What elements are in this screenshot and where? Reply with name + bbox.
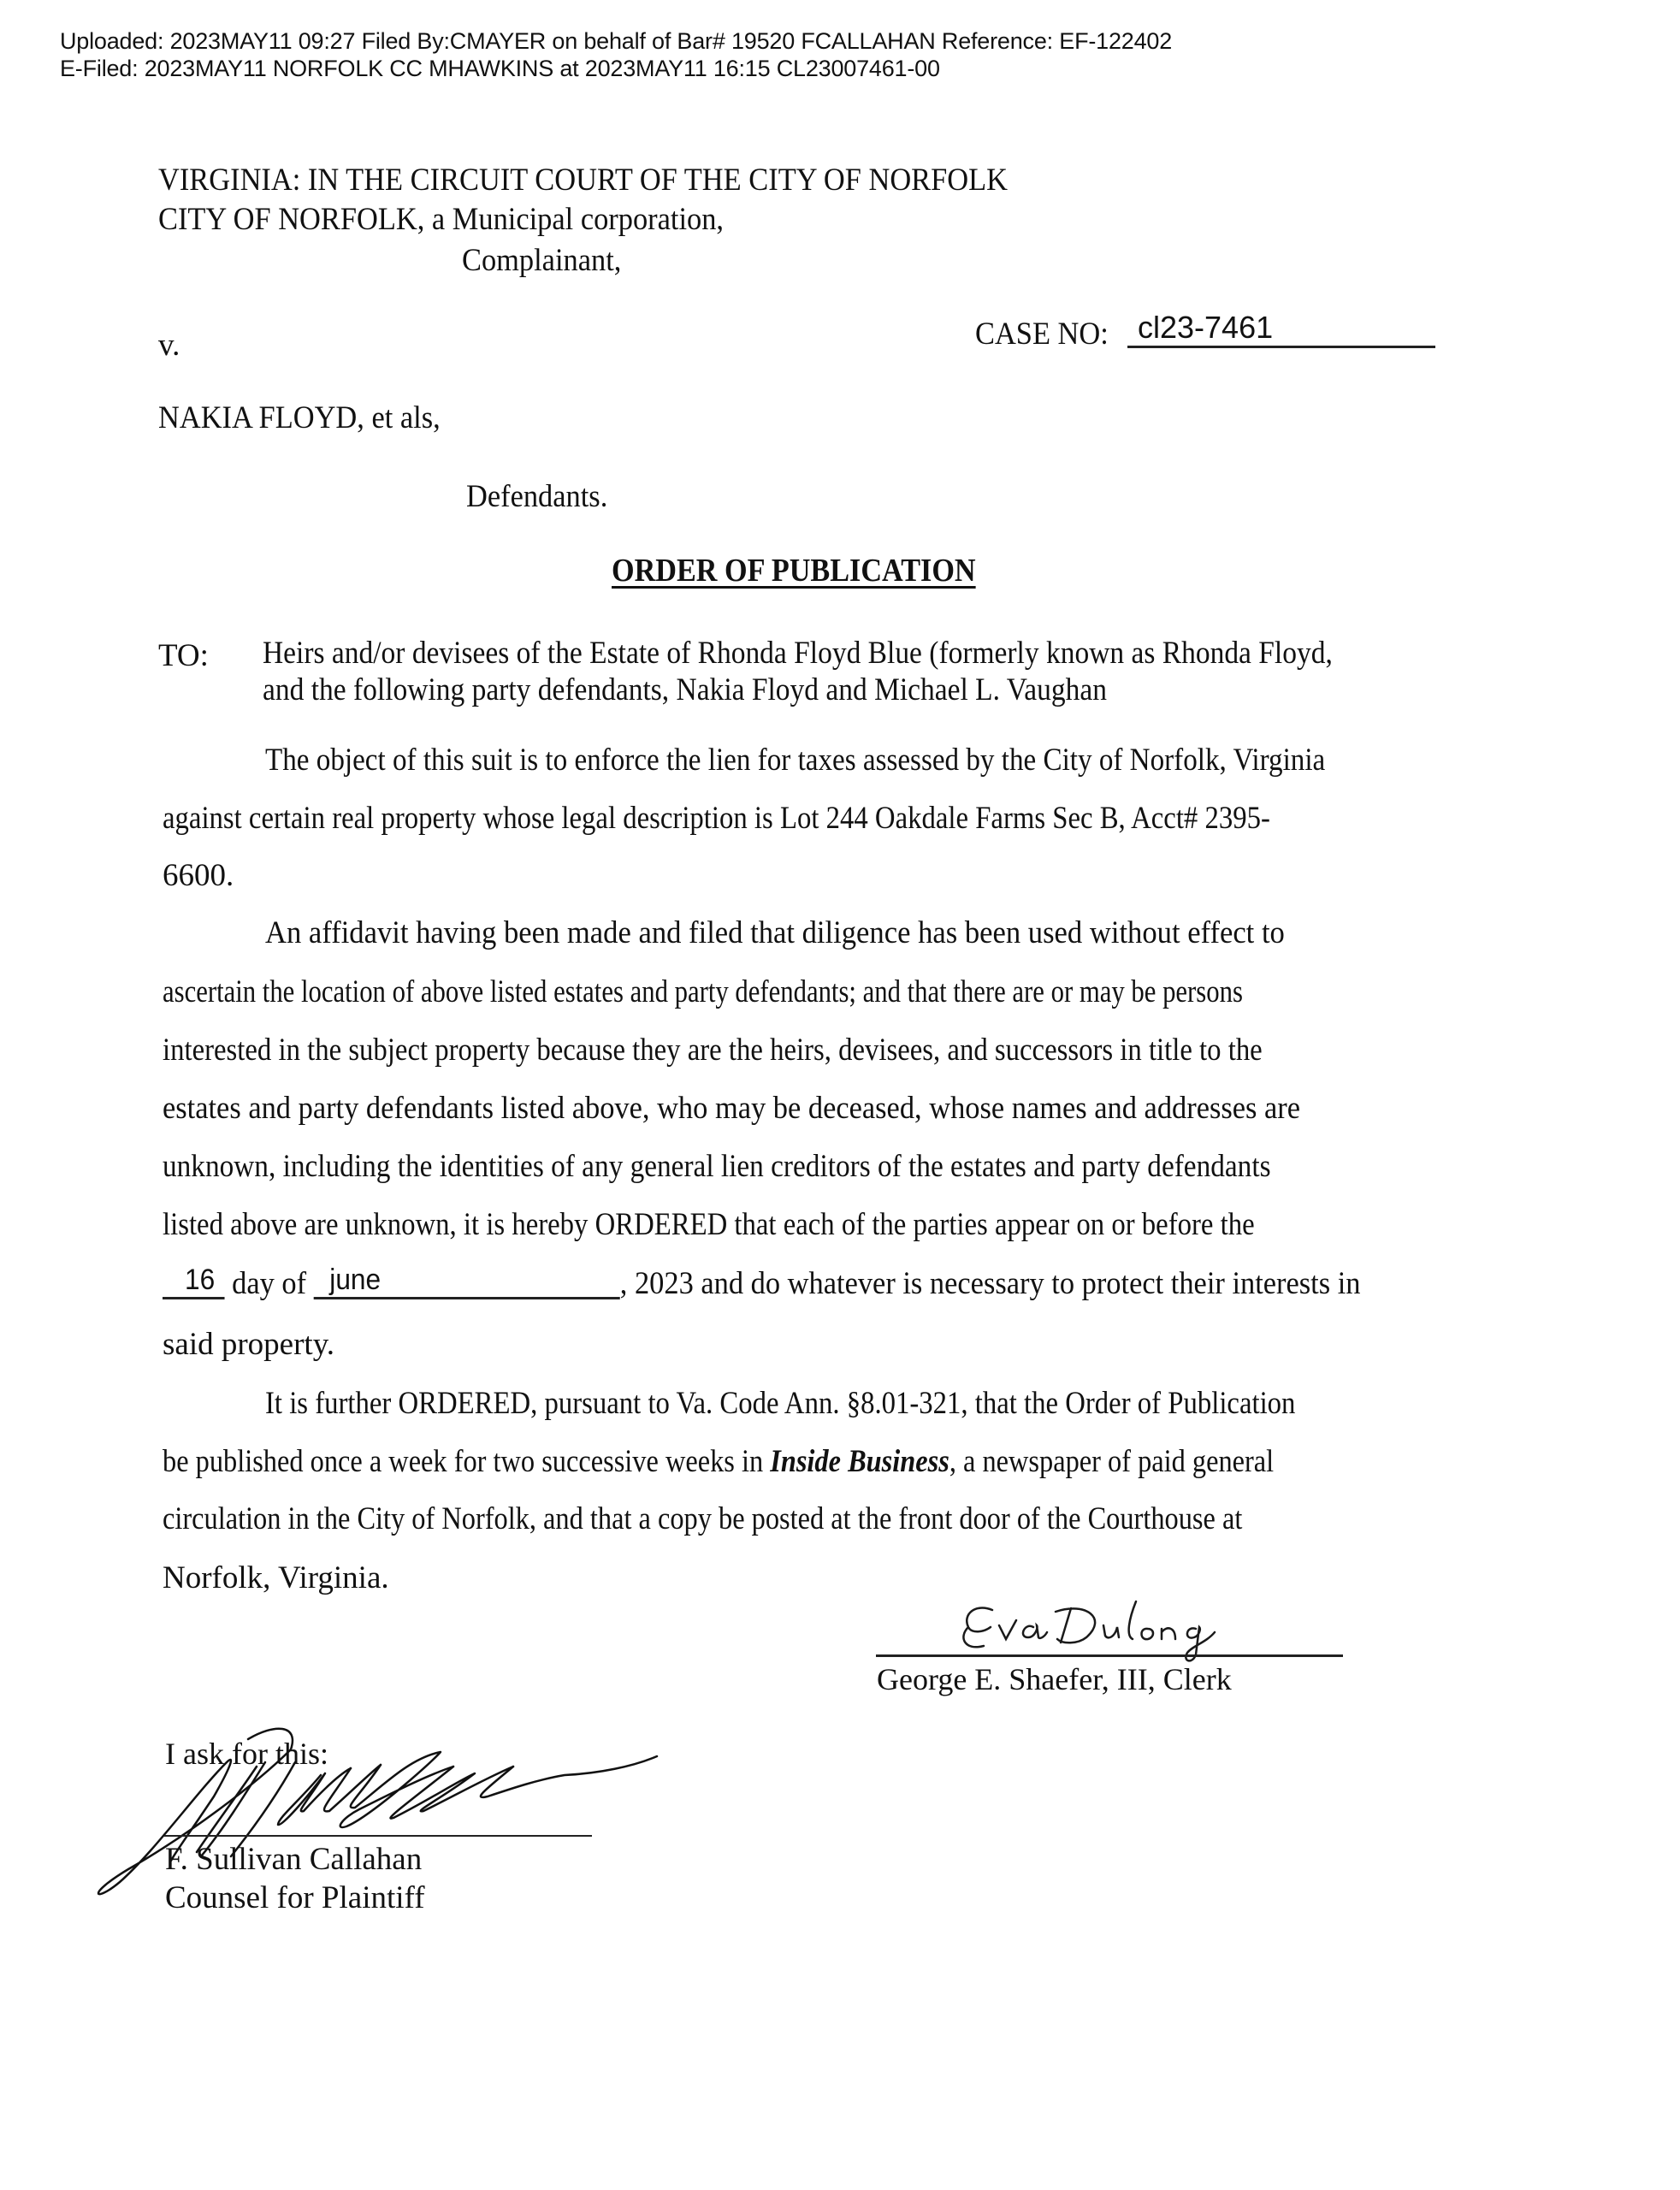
paragraph-line: It is further ORDERED, pursuant to Va. Code Ann. §8.01-321, that the Order of Publication <box>265 1386 1296 1421</box>
court-heading: VIRGINIA: IN THE CIRCUIT COURT OF THE CITY OF NORFOLK <box>158 163 1008 198</box>
plaintiff-role: Complainant, <box>462 243 622 278</box>
addressee-label: TO: <box>158 638 209 673</box>
day-of-text: day of <box>232 1266 307 1301</box>
defendant-role: Defendants. <box>466 479 608 514</box>
counsel-signature-line <box>164 1835 592 1837</box>
paragraph-line: estates and party defendants listed above, who may be deceased, whose names and addresses are <box>163 1091 1301 1126</box>
paragraph-line: said property. <box>163 1327 335 1362</box>
case-number-value: cl23-7461 <box>1138 310 1274 345</box>
paragraph-line: interested in the subject property because they are the heirs, devisees, and successors in title to the <box>163 1033 1263 1068</box>
clerk-signature-line <box>876 1654 1343 1657</box>
day-value: 16 <box>185 1264 216 1296</box>
paragraph-line: unknown, including the identities of any general lien creditors of the estates and party defendants <box>163 1149 1271 1184</box>
text-run: , a newspaper of paid general <box>949 1444 1275 1479</box>
uploaded-stamp-line: Uploaded: 2023MAY11 09:27 Filed By:CMAYER on behalf of Bar# 19520 FCALLAHAN Reference: EF-122402 <box>60 28 1173 54</box>
counsel-role: Counsel for Plaintiff <box>165 1880 425 1915</box>
after-date-text: , 2023 and do whatever is necessary to protect their interests in <box>619 1266 1361 1301</box>
paragraph-line <box>163 1446 1274 1477</box>
addressee-line-2: and the following party defendants, Nakia Floyd and Michael L. Vaughan <box>263 672 1107 707</box>
request-text: I ask for this: <box>165 1737 328 1771</box>
case-number-field <box>1127 308 1435 348</box>
efiled-stamp-line: E-Filed: 2023MAY11 NORFOLK CC MHAWKINS at 2023MAY11 16:15 CL23007461-00 <box>60 56 940 81</box>
addressee-line-1: Heirs and/or devisees of the Estate of Rhonda Floyd Blue (formerly known as Rhonda Floyd, <box>263 636 1333 671</box>
text-run: be published once a week for two successive weeks in <box>163 1444 771 1479</box>
month-value: june <box>329 1264 382 1296</box>
clerk-name: George E. Shaefer, III, Clerk <box>877 1662 1232 1696</box>
paragraph-line: against certain real property whose legal description is Lot 244 Oakdale Farms Sec B, Acct# 2395- <box>163 801 1270 836</box>
case-number-label: CASE NO: <box>975 317 1109 352</box>
versus-label: v. <box>158 328 180 363</box>
plaintiff-name: CITY OF NORFOLK, a Municipal corporation, <box>158 202 725 237</box>
paragraph-line: ascertain the location of above listed estates and party defendants; and that there are or may be persons <box>163 974 1243 1009</box>
newspaper-name: Inside Business <box>770 1444 949 1479</box>
defendant-name: NAKIA FLOYD, et als, <box>158 400 441 435</box>
paragraph-line: 6600. <box>163 858 234 893</box>
document-title: ORDER OF PUBLICATION <box>612 553 976 589</box>
appearance-date-line <box>163 1264 1360 1299</box>
day-field <box>163 1264 225 1299</box>
paragraph-line: The object of this suit is to enforce the lien for taxes assessed by the City of Norfolk, Virginia <box>265 743 1326 778</box>
paragraph-line: listed above are unknown, it is hereby ORDERED that each of the parties appear on or before the <box>163 1207 1255 1242</box>
paragraph-line: circulation in the City of Norfolk, and that a copy be posted at the front door of the Courthouse at <box>163 1501 1243 1536</box>
counsel-name: F. Sullivan Callahan <box>165 1842 423 1877</box>
paragraph-line: Norfolk, Virginia. <box>163 1560 389 1595</box>
month-field <box>314 1264 620 1299</box>
paragraph-line: An affidavit having been made and filed that diligence has been used without effect to <box>265 915 1285 950</box>
